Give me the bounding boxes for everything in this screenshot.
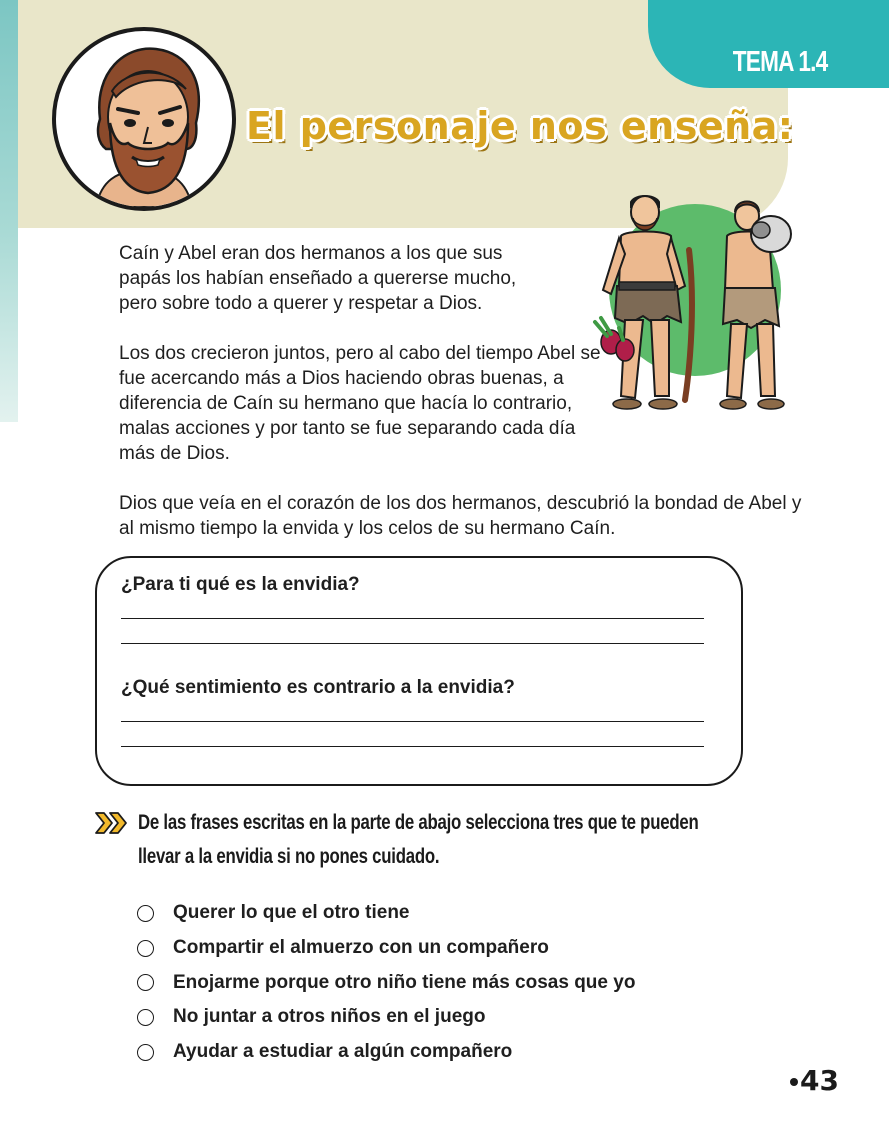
option-label: Ayudar a estudiar a algún compañero [173,1041,513,1063]
character-portrait [52,27,236,211]
double-chevron-right-icon [94,810,130,836]
radio-circle-icon[interactable] [137,940,154,957]
story-paragraph-3: Dios que veía en el corazón de los dos hermanos, descubrió la bondad de Abel y al mismo tiempo la envida y los celos de su hermano Caín. [119,493,802,539]
answer-line[interactable] [121,721,704,722]
tema-label: TEMA 1.4 [732,46,827,78]
section-title: El personaje nos enseña: [246,104,794,148]
radio-circle-icon[interactable] [137,1044,154,1061]
option-item[interactable] [137,1000,635,1035]
answer-line[interactable] [121,643,704,644]
question-contrario: ¿Qué sentimiento es contrario a la envidia? [121,677,515,698]
radio-circle-icon[interactable] [137,1009,154,1026]
cain-abel-illustration [585,190,805,420]
answer-line[interactable] [121,618,704,619]
option-label: Querer lo que el otro tiene [173,902,410,924]
option-item[interactable] [137,965,635,1000]
option-item[interactable] [137,896,635,931]
story-paragraph-2: Los dos crecieron juntos, pero al cabo del tiempo Abel se fue acercando más a Dios haciendo obras buenas, a diferencia de Caín su hermano que hacía lo contrario, malas acciones y por tanto se fue separando cada día más de Dios. [119,343,601,464]
option-item[interactable] [137,931,635,966]
radio-circle-icon[interactable] [137,905,154,922]
left-color-stripe [0,0,18,422]
page-number: 43 [800,1064,839,1097]
answer-line[interactable] [121,746,704,747]
radio-circle-icon[interactable] [137,974,154,991]
story-paragraph-1: Caín y Abel eran dos hermanos a los que sus papás los habían enseñado a quererse mucho, pero sobre todo a querer y respetar a Dios. [119,243,517,314]
option-list [137,896,635,1069]
page-number-bullet [790,1078,798,1086]
abel-figure [720,202,791,410]
option-label: No juntar a otros niños en el juego [173,1006,486,1028]
question-envidia: ¿Para ti qué es la envidia? [121,574,360,595]
activity-instruction: De las frases escritas en la parte de abajo selecciona tres que te pueden llevar a la envidia si no pones cuidado. [138,811,699,868]
option-item[interactable] [137,1035,635,1070]
bearded-man-illustration [56,31,232,207]
option-label: Enojarme porque otro niño tiene más cosas que yo [173,971,636,993]
option-label: Compartir el almuerzo con un compañero [173,937,549,959]
tema-tab [648,0,889,88]
